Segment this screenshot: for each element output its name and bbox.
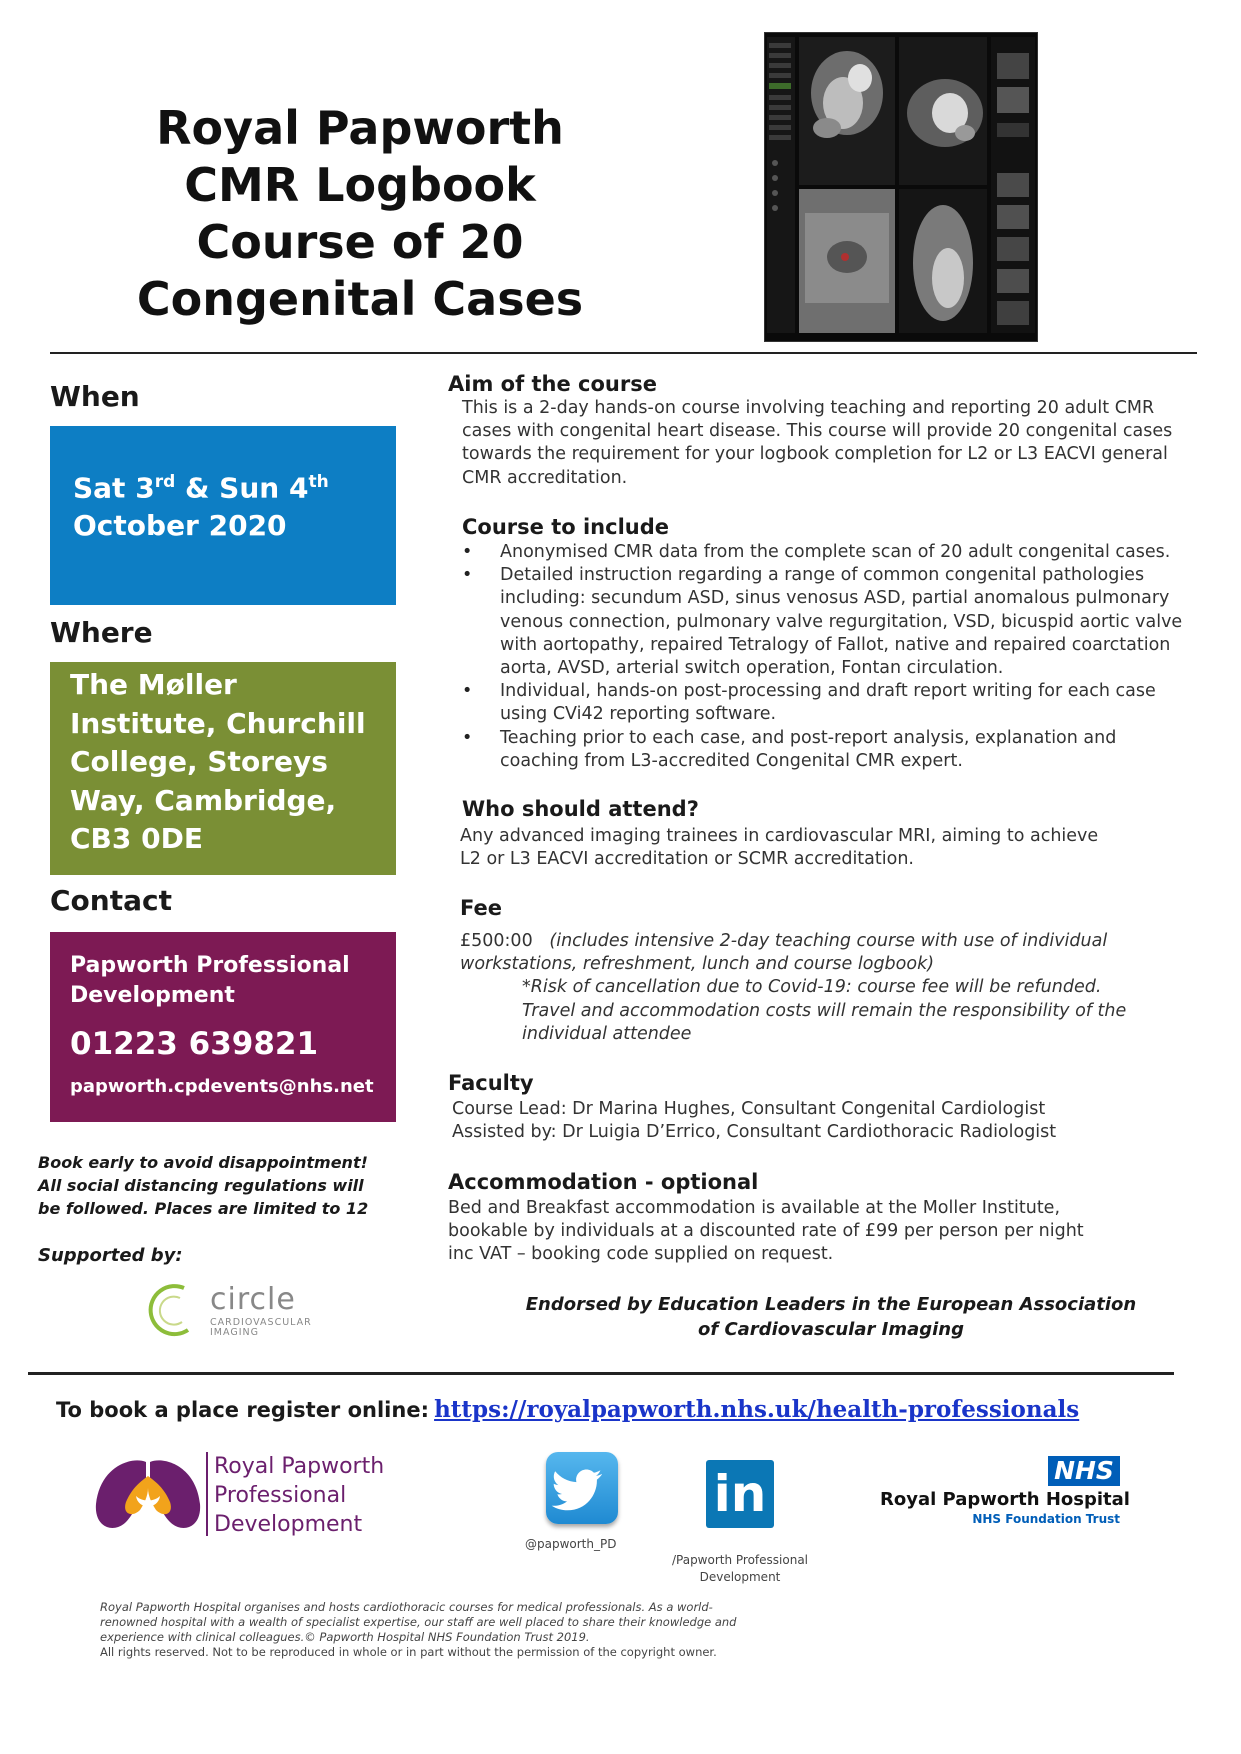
- accommodation-heading: Accommodation - optional: [448, 1170, 759, 1194]
- org-line: Papworth Professional: [70, 953, 350, 978]
- address-line: The Møller: [70, 668, 237, 701]
- list-item-line: • Anonymised CMR data from the complete scan of 20 adult congenital cases.: [500, 542, 1171, 562]
- accommodation-text: [448, 1197, 1084, 1267]
- linkedin-line: /Papworth Professional: [671, 1553, 809, 1567]
- faculty-assist: Assisted by: Dr Luigia D’Errico, Consultant Cardiothoracic Radiologist: [452, 1122, 1057, 1143]
- circle-sub-line: CARDIOVASCULAR: [210, 1317, 312, 1328]
- nhs-badge: [1048, 1456, 1120, 1486]
- endorsement-line: Endorsed by Education Leaders in the European Association: [525, 1294, 1137, 1315]
- list-item: [462, 564, 1182, 680]
- list-item: [462, 727, 1182, 773]
- attend-line: Any advanced imaging trainees in cardiovascular MRI, aiming to achieve: [460, 826, 1099, 846]
- faculty-heading: Faculty: [448, 1071, 534, 1095]
- fee-risk-line: *Risk of cancellation due to Covid-19: course fee will be refunded.: [522, 977, 1102, 998]
- notice-line: be followed. Places are limited to 12: [38, 1199, 369, 1218]
- rppd-line: Professional: [214, 1483, 347, 1508]
- booking-link[interactable]: https://royalpapworth.nhs.uk/health-professionals: [434, 1396, 1080, 1423]
- footer-line: experience with clinical colleagues.© Papworth Hospital NHS Foundation Trust 2019.: [100, 1630, 590, 1644]
- course-include-list: [462, 541, 1182, 773]
- date-month-year: October 2020: [73, 509, 287, 543]
- list-item-line: • Individual, hands-on post-processing and draft report writing for each case: [500, 681, 1156, 702]
- address-line: College, Storeys: [70, 745, 328, 778]
- course-include-heading: Course to include: [462, 515, 669, 539]
- notice-line: Book early to avoid disappointment!: [38, 1153, 368, 1172]
- when-heading: When: [50, 380, 140, 413]
- booking-line: [56, 1396, 1079, 1423]
- date-part: Sat 3: [73, 471, 155, 505]
- where-box: [50, 662, 396, 875]
- fee-risk: [460, 976, 1126, 1046]
- fee-amount: £500:00: [460, 931, 533, 951]
- faculty-text: [452, 1098, 1056, 1144]
- aim-line: This is a 2-day hands-on course involving teaching and reporting 20 adult CMR: [462, 398, 1155, 418]
- list-item: [462, 680, 1182, 726]
- title-line: Congenital Cases: [136, 272, 584, 326]
- lungs-icon: [92, 1452, 204, 1540]
- circle-sub-line: IMAGING: [210, 1327, 259, 1338]
- circle-logo: [144, 1280, 364, 1340]
- faculty-lead: Course Lead: Dr Marina Hughes, Consultant Congenital Cardiologist: [452, 1099, 1046, 1119]
- linkedin-glyph: in: [713, 1465, 767, 1523]
- contact-phone[interactable]: 01223 639821: [70, 1026, 319, 1062]
- date-suffix: rd: [154, 472, 176, 492]
- venue-address: [70, 666, 366, 859]
- rppd-logo: [92, 1452, 402, 1542]
- footer-rights: All rights reserved. Not to be reproduced in whole or in part without the permission of the copyright owner.: [100, 1645, 717, 1659]
- list-item-line: • Detailed instruction regarding a range of common congenital pathologies: [500, 565, 1145, 586]
- endorsement: [470, 1292, 1192, 1342]
- title-line: Royal Papworth: [156, 101, 564, 155]
- when-box: [50, 426, 396, 605]
- title-line: Course of 20: [196, 215, 524, 269]
- list-item-line: venous connection, pulmonary valve regurgitation, VSD, bicuspid aortic valve: [500, 611, 1183, 632]
- circle-logo-word: circle: [210, 1282, 296, 1317]
- footer-line: Royal Papworth Hospital organises and hosts cardiothoracic courses for medical professionals. As a world-: [100, 1600, 713, 1614]
- list-item: [462, 541, 1182, 564]
- booking-label: To book a place register online:: [56, 1398, 429, 1422]
- fee-text: [460, 930, 1126, 1046]
- circle-logo-sub: [210, 1318, 312, 1338]
- list-item-line: • Teaching prior to each case, and post-report analysis, explanation and: [500, 727, 1117, 748]
- fee-includes: (includes intensive 2-day teaching course with use of individual: [549, 931, 1108, 951]
- booking-notice: [38, 1151, 368, 1220]
- list-item-line: including: secundum ASD, sinus venosus ASD, partial anomalous pulmonary: [500, 588, 1170, 609]
- aim-line: towards the requirement for your logbook completion for L2 or L3 EACVI general: [462, 444, 1168, 465]
- page-title: [120, 100, 600, 328]
- fee-heading: Fee: [460, 896, 502, 920]
- accommodation-line: Bed and Breakfast accommodation is available at the Moller Institute,: [448, 1198, 1061, 1218]
- fee-risk-line: individual attendee: [522, 1023, 692, 1044]
- attend-text: [460, 825, 1098, 871]
- date-part: & Sun 4: [185, 471, 309, 505]
- fee-line: workstations, refreshment, lunch and course logbook): [460, 954, 935, 975]
- bird-icon: [546, 1452, 618, 1524]
- accommodation-line: inc VAT – booking code supplied on request.: [448, 1244, 834, 1265]
- accommodation-line: bookable by individuals at a discounted rate of £99 per person per night: [448, 1221, 1084, 1242]
- rppd-line: Royal Papworth: [214, 1454, 385, 1479]
- fee-line: [460, 930, 1126, 953]
- address-line: Institute, Churchill: [70, 706, 366, 740]
- contact-heading: Contact: [50, 884, 172, 917]
- attend-heading: Who should attend?: [462, 797, 699, 821]
- contact-box: [50, 932, 396, 1122]
- notice-line: All social distancing regulations will: [38, 1176, 364, 1195]
- date-suffix: th: [308, 472, 329, 492]
- aim-heading: Aim of the course: [448, 372, 657, 396]
- list-item-line: using CVi42 reporting software.: [500, 704, 777, 725]
- rppd-wordmark: [214, 1452, 384, 1539]
- nhs-badge-text: NHS: [1054, 1456, 1114, 1485]
- mri-viewer-illustration: [765, 33, 1037, 341]
- org-line: Development: [70, 983, 235, 1008]
- address-line: Way, Cambridge,: [70, 783, 337, 817]
- circle-logo-icon: [144, 1280, 204, 1340]
- twitter-icon[interactable]: [546, 1452, 618, 1524]
- nhs-hospital-name: Royal Papworth Hospital: [880, 1489, 1130, 1510]
- endorsement-line: of Cardiovascular Imaging: [697, 1319, 964, 1340]
- twitter-handle[interactable]: @papworth_PD: [525, 1537, 617, 1551]
- footer-disclaimer: [100, 1600, 737, 1660]
- aim-line: cases with congenital heart disease. This course will provide 20 congenital cases: [462, 421, 1173, 442]
- list-item-line: aorta, AVSD, arterial switch operation, Fontan circulation.: [500, 658, 1004, 679]
- list-item-line: coaching from L3-accredited Congenital CMR expert.: [500, 750, 963, 771]
- supported-by: Supported by:: [38, 1245, 183, 1266]
- where-heading: Where: [50, 616, 153, 649]
- linkedin-line: Development: [699, 1570, 781, 1584]
- list-item-line: with aortopathy, repaired Tetralogy of Fallot, native and repaired coarctation: [500, 634, 1171, 655]
- address-line: CB3 0DE: [70, 822, 203, 855]
- linkedin-icon[interactable]: [706, 1460, 774, 1528]
- aim-line: CMR accreditation.: [462, 467, 628, 488]
- nhs-trust-name: NHS Foundation Trust: [972, 1512, 1120, 1526]
- linkedin-handle[interactable]: [660, 1552, 820, 1586]
- divider: [28, 1372, 1174, 1375]
- title-line: CMR Logbook: [184, 158, 536, 212]
- footer-line: renowned hospital with a wealth of specialist expertise, our staff are well placed to share their knowledge and: [100, 1615, 737, 1629]
- divider: [50, 352, 1197, 354]
- fee-risk-line: Travel and accommodation costs will remain the responsibility of the: [522, 1000, 1127, 1021]
- aim-text: [462, 397, 1172, 490]
- contact-email[interactable]: papworth.cpdevents@nhs.net: [70, 1076, 374, 1097]
- rppd-line: Development: [214, 1512, 363, 1537]
- cmr-software-screenshot: [764, 32, 1038, 342]
- event-date: [73, 463, 329, 545]
- logo-divider: [206, 1452, 208, 1536]
- attend-line: L2 or L3 EACVI accreditation or SCMR accreditation.: [460, 849, 914, 870]
- contact-org: [70, 951, 350, 1011]
